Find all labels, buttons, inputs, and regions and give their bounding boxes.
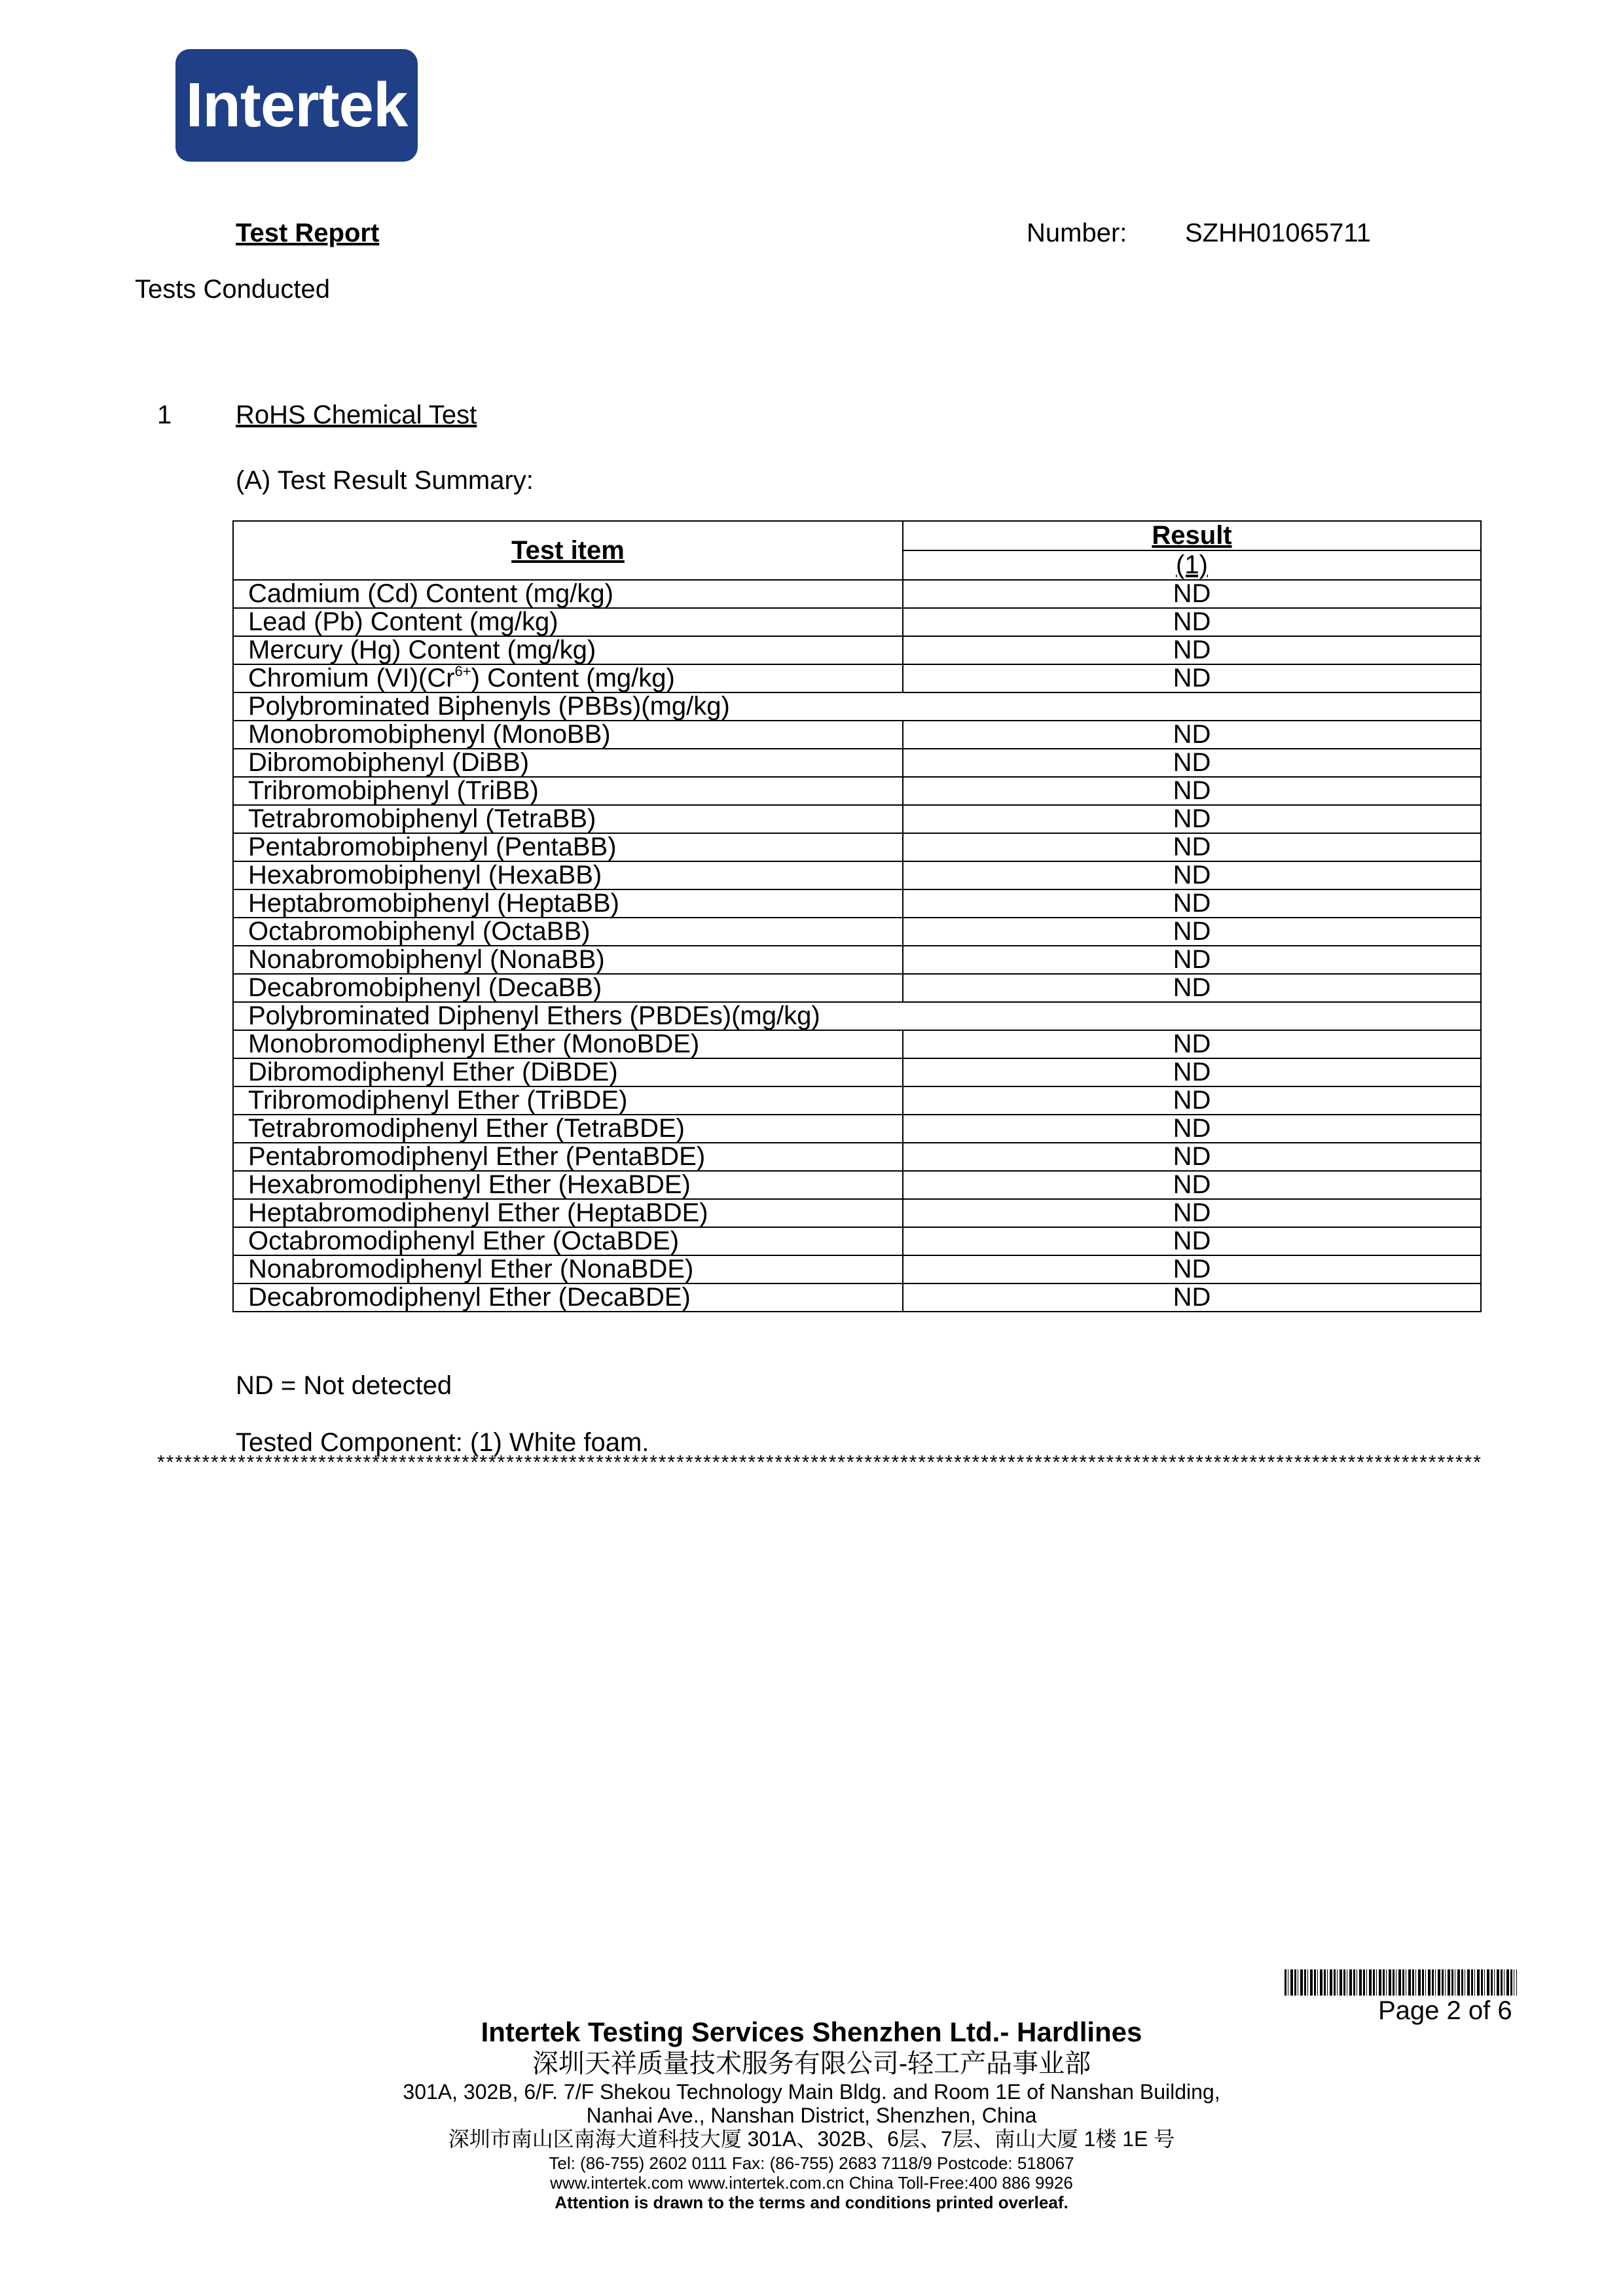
result-cell: ND	[903, 777, 1481, 805]
table-row	[233, 861, 1481, 889]
result-cell: ND	[903, 1030, 1481, 1058]
results-table	[232, 520, 1482, 1312]
test-item-cell: Nonabromobiphenyl (NonaBB)	[233, 946, 903, 974]
logo-text: Intertek	[185, 70, 408, 140]
table-header-row	[233, 521, 1481, 550]
table-row	[233, 889, 1481, 918]
table-row	[233, 1030, 1481, 1058]
result-cell: ND	[903, 1058, 1481, 1086]
table-row	[233, 1199, 1481, 1227]
table-row	[233, 1255, 1481, 1283]
test-item-cell: Octabromodiphenyl Ether (OctaBDE)	[233, 1227, 903, 1255]
page-number: Page 2 of 6	[1378, 1996, 1512, 2025]
result-cell: ND	[903, 1227, 1481, 1255]
result-cell: ND	[903, 1143, 1481, 1171]
test-item-cell: Decabromodiphenyl Ether (DecaBDE)	[233, 1283, 903, 1312]
table-row	[233, 1058, 1481, 1086]
test-item-cell: Dibromobiphenyl (DiBB)	[233, 749, 903, 777]
nd-note: ND = Not detected	[236, 1371, 452, 1400]
table-row	[233, 918, 1481, 946]
table-row	[233, 1143, 1481, 1171]
result-cell: ND	[903, 749, 1481, 777]
result-cell: ND	[903, 1255, 1481, 1283]
result-cell: ND	[903, 1199, 1481, 1227]
footer-address-line2: Nanhai Ave., Nanshan District, Shenzhen, China	[586, 2104, 1037, 2127]
result-cell: ND	[903, 946, 1481, 974]
footer-address-cn: 深圳市南山区南海大道科技大厦 301A、302B、6层、7层、南山大厦 1楼 1E 号	[448, 2127, 1175, 2151]
table-row	[233, 1171, 1481, 1199]
barcode	[1285, 1969, 1517, 1996]
result-cell: ND	[903, 805, 1481, 833]
col-header-test-item: Test item	[233, 521, 903, 580]
result-cell: ND	[903, 1283, 1481, 1312]
report-title: Test Report	[236, 219, 380, 247]
table-row	[233, 946, 1481, 974]
test-item-cell	[233, 664, 903, 692]
separator-line: ****************************************************************************************************************************************************	[157, 1453, 1482, 1473]
result-cell: ND	[903, 974, 1481, 1002]
col-header-result-sample: (1)	[903, 550, 1481, 580]
section-subtitle: (A) Test Result Summary:	[236, 466, 534, 495]
result-cell: ND	[903, 918, 1481, 946]
footer-company: Intertek Testing Services Shenzhen Ltd.- Hardlines	[481, 2017, 1142, 2047]
test-item-cell: Tribromodiphenyl Ether (TriBDE)	[233, 1086, 903, 1115]
result-cell: ND	[903, 1115, 1481, 1143]
table-row	[233, 974, 1481, 1002]
result-cell: ND	[903, 580, 1481, 608]
table-group-row	[233, 1002, 1481, 1030]
result-cell: ND	[903, 861, 1481, 889]
result-cell: ND	[903, 1086, 1481, 1115]
footer-address-line1: 301A, 302B, 6/F. 7/F Shekou Technology Main Bldg. and Room 1E of Nanshan Building,	[403, 2080, 1220, 2104]
test-item-cell: Dibromodiphenyl Ether (DiBDE)	[233, 1058, 903, 1086]
section-title: RoHS Chemical Test	[236, 401, 477, 429]
result-cell: ND	[903, 721, 1481, 749]
test-item-cell: Hexabromodiphenyl Ether (HexaBDE)	[233, 1171, 903, 1199]
table-group-row	[233, 692, 1481, 721]
table-row	[233, 1115, 1481, 1143]
table-row	[233, 664, 1481, 692]
table-row	[233, 805, 1481, 833]
result-cell: ND	[903, 608, 1481, 636]
tests-conducted-heading: Tests Conducted	[135, 275, 330, 304]
test-item-cell: Cadmium (Cd) Content (mg/kg)	[233, 580, 903, 608]
test-item-cell: Heptabromobiphenyl (HeptaBB)	[233, 889, 903, 918]
table-row	[233, 636, 1481, 664]
test-item-cell: Monobromodiphenyl Ether (MonoBDE)	[233, 1030, 903, 1058]
test-item-cell: Mercury (Hg) Content (mg/kg)	[233, 636, 903, 664]
result-cell: ND	[903, 664, 1481, 692]
table-row	[233, 777, 1481, 805]
test-item-cell: Monobromobiphenyl (MonoBB)	[233, 721, 903, 749]
group-label: Polybrominated Diphenyl Ethers (PBDEs)(mg/kg)	[233, 1002, 1481, 1030]
section-number: 1	[157, 401, 172, 429]
test-item-cell: Lead (Pb) Content (mg/kg)	[233, 608, 903, 636]
test-item-cell: Decabromobiphenyl (DecaBB)	[233, 974, 903, 1002]
footer-contact: Tel: (86-755) 2602 0111 Fax: (86-755) 2683 7118/9 Postcode: 518067	[549, 2153, 1074, 2173]
test-item-text: Chromium (VI)(Cr	[248, 664, 455, 692]
test-item-cell: Hexabromobiphenyl (HexaBB)	[233, 861, 903, 889]
tested-component: Tested Component: (1) White foam.	[236, 1428, 649, 1457]
table-row	[233, 833, 1481, 861]
group-label: Polybrominated Biphenyls (PBBs)(mg/kg)	[233, 692, 1481, 721]
table-row	[233, 608, 1481, 636]
footer-attention: Attention is drawn to the terms and conditions printed overleaf.	[555, 2193, 1068, 2212]
test-item-cell: Pentabromodiphenyl Ether (PentaBDE)	[233, 1143, 903, 1171]
test-item-cell: Pentabromobiphenyl (PentaBB)	[233, 833, 903, 861]
test-item-cell: Tetrabromobiphenyl (TetraBB)	[233, 805, 903, 833]
number-label: Number:	[1027, 219, 1127, 247]
test-item-text: ) Content (mg/kg)	[471, 664, 675, 692]
table-row	[233, 580, 1481, 608]
table-row	[233, 1086, 1481, 1115]
table-row	[233, 749, 1481, 777]
test-item-cell: Tribromobiphenyl (TriBB)	[233, 777, 903, 805]
result-cell: ND	[903, 1171, 1481, 1199]
result-cell: ND	[903, 833, 1481, 861]
table-row	[233, 1283, 1481, 1312]
table-row	[233, 1227, 1481, 1255]
test-item-cell: Tetrabromodiphenyl Ether (TetraBDE)	[233, 1115, 903, 1143]
intertek-logo	[175, 49, 418, 162]
footer-web: www.intertek.com www.intertek.com.cn China Toll-Free:400 886 9926	[550, 2173, 1073, 2193]
superscript: 6+	[454, 664, 471, 679]
test-item-cell: Octabromobiphenyl (OctaBB)	[233, 918, 903, 946]
footer-company-cn: 深圳天祥质量技术服务有限公司-轻工产品事业部	[532, 2049, 1091, 2078]
col-header-result: Result	[903, 521, 1481, 550]
result-cell: ND	[903, 636, 1481, 664]
table-row	[233, 721, 1481, 749]
result-cell: ND	[903, 889, 1481, 918]
test-item-cell: Heptabromodiphenyl Ether (HeptaBDE)	[233, 1199, 903, 1227]
report-number: SZHH01065711	[1185, 219, 1371, 247]
test-item-cell: Nonabromodiphenyl Ether (NonaBDE)	[233, 1255, 903, 1283]
